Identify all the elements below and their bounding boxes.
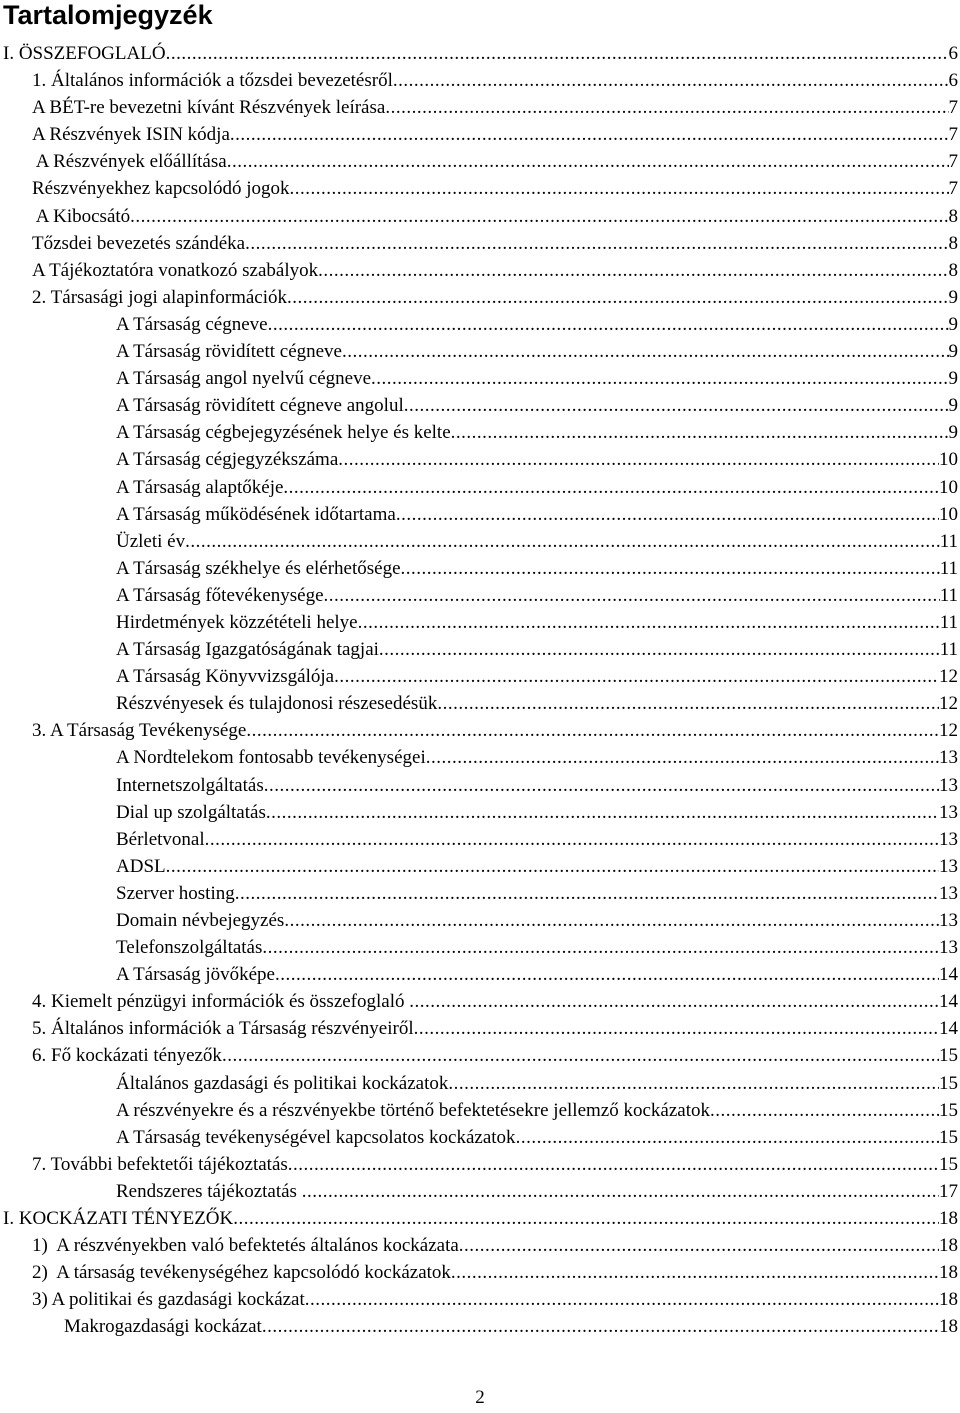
toc-entry-page-number: 13	[939, 774, 958, 796]
dot-leader	[334, 663, 939, 690]
toc-entry[interactable]	[0, 1042, 960, 1069]
toc-entry-title: Dial up szolgáltatás	[116, 799, 266, 826]
toc-entry-page-number: 8	[948, 205, 958, 227]
dot-leader	[262, 934, 939, 961]
toc-entry-title: A Társaság angol nyelvű cégneve	[116, 365, 371, 392]
toc-entry-title: Üzleti év	[116, 528, 185, 555]
dot-leader	[451, 1259, 939, 1286]
toc-entry[interactable]	[0, 1124, 960, 1151]
toc-entry[interactable]	[0, 744, 960, 771]
toc-entry-page-number: 15	[939, 1153, 958, 1175]
toc-entry-title: 2. Társasági jogi alapinformációk	[32, 284, 287, 311]
toc-entry[interactable]	[0, 1097, 960, 1124]
toc-entry-title: 5. Általános információk a Társaság részvényeiről	[32, 1015, 414, 1042]
toc-entry-title: Domain névbejegyzés	[116, 907, 284, 934]
toc-entry[interactable]	[0, 880, 960, 907]
toc-entry-title: A Társaság rövidített cégneve angolul	[116, 392, 404, 419]
toc-entry-title: Bérletvonal	[116, 826, 205, 853]
toc-entry[interactable]	[0, 1151, 960, 1178]
toc-entry[interactable]	[0, 609, 960, 636]
toc-entry-page-number: 13	[939, 801, 958, 823]
toc-entry[interactable]	[0, 1232, 960, 1259]
toc-entry-page-number: 13	[939, 910, 958, 931]
dot-leader	[302, 1178, 939, 1205]
toc-entry-title: A Társaság tevékenységével kapcsolatos kockázatok	[116, 1124, 516, 1151]
dot-leader	[459, 1232, 939, 1259]
toc-entry-title: A Társaság Könyvvizsgálója	[116, 663, 334, 690]
dot-leader	[385, 94, 948, 121]
dot-leader	[401, 555, 940, 582]
toc-entry-page-number: 13	[939, 882, 958, 904]
toc-entry-title: A részvényekre és a részvényekbe történő befektetésekre jellemző kockázatok	[116, 1097, 710, 1124]
toc-entry[interactable]	[0, 988, 960, 1015]
toc-entry-page-number: 13	[939, 937, 958, 959]
toc-entry[interactable]	[0, 40, 960, 67]
toc-entry-page-number: 18	[939, 1208, 958, 1230]
dot-leader	[245, 230, 948, 257]
toc-entry-page-number: 15	[939, 1099, 958, 1121]
toc-entry[interactable]	[0, 94, 960, 121]
page-number: 2	[475, 1387, 485, 1408]
toc-entry-title: Szerver hosting	[116, 880, 235, 907]
dot-leader	[404, 392, 949, 419]
toc-entry[interactable]	[0, 555, 960, 582]
toc-entry-title: Általános gazdasági és politikai kockázatok	[116, 1070, 448, 1097]
toc-entry[interactable]	[0, 1286, 960, 1313]
dot-leader	[289, 175, 948, 202]
toc-entry-page-number: 12	[939, 720, 958, 742]
toc-entry-title: A Társaság cégneve	[116, 311, 268, 338]
toc-entry-title: A BÉT-re bevezetni kívánt Részvények leírása	[32, 94, 385, 121]
toc-entry-title: A Társaság jövőképe	[116, 961, 275, 988]
dot-leader	[264, 772, 939, 799]
dot-leader	[166, 40, 949, 67]
toc-entry-title: Makrogazdasági kockázat	[64, 1313, 262, 1340]
toc-entry[interactable]	[0, 1205, 960, 1232]
dot-leader	[426, 744, 939, 771]
dot-leader	[275, 961, 939, 988]
toc-entry-page-number: 15	[939, 1072, 958, 1094]
toc-entry-title: A Társaság működésének időtartama	[116, 501, 396, 528]
toc-entry-page-number: 7	[948, 124, 958, 146]
toc-entry-page-number: 13	[939, 747, 958, 769]
toc-entry-title: A Kibocsátó	[32, 203, 130, 230]
dot-leader	[409, 988, 939, 1015]
toc-entry-title: A Társaság rövidített cégneve	[116, 338, 342, 365]
toc-entry-page-number: 11	[939, 530, 958, 552]
dot-leader	[414, 1015, 939, 1042]
toc-entry[interactable]	[0, 365, 960, 392]
dot-leader	[230, 121, 949, 148]
toc-entry[interactable]	[0, 1015, 960, 1042]
toc-entry-page-number: 7	[948, 178, 958, 200]
dot-leader	[266, 799, 939, 826]
toc-entry[interactable]	[0, 934, 960, 961]
toc-entry-page-number: 9	[948, 286, 958, 308]
dot-leader	[283, 474, 939, 501]
toc-entry-page-number: 14	[939, 991, 958, 1013]
toc-entry-title: A Társaság cégbejegyzésének helye és kelte	[116, 419, 451, 446]
toc-entry[interactable]	[0, 67, 960, 94]
dot-leader	[342, 338, 949, 365]
toc-entry[interactable]	[0, 799, 960, 826]
toc-entry-page-number: 14	[939, 964, 958, 986]
toc-entry-page-number: 7	[948, 151, 958, 173]
toc-entry-page-number: 13	[939, 855, 958, 877]
toc-entry[interactable]	[0, 528, 960, 555]
toc-entry[interactable]	[0, 392, 960, 419]
toc-entry[interactable]	[0, 1070, 960, 1097]
toc-entry[interactable]	[0, 1259, 960, 1286]
dot-leader	[284, 907, 939, 934]
toc-entry-page-number: 8	[948, 259, 958, 281]
toc-entry-title: Tőzsdei bevezetés szándéka	[32, 230, 245, 257]
toc-entry-page-number: 9	[948, 313, 958, 335]
toc-entry-page-number: 11	[939, 611, 958, 633]
toc-entry-page-number: 8	[948, 232, 958, 254]
dot-leader	[710, 1097, 939, 1124]
toc-entry-page-number: 7	[948, 97, 958, 119]
toc-entry-page-number: 18	[939, 1316, 958, 1338]
toc-entry-title: A Társaság alaptőkéje	[116, 474, 283, 501]
toc-entry-title: I. ÖSSZEFOGLALÓ	[3, 40, 166, 67]
toc-entry-title: Hirdetmények közzétételi helye	[116, 609, 358, 636]
toc-entry-title: Telefonszolgáltatás	[116, 934, 262, 961]
toc-entry-title: A Részvények ISIN kódja	[32, 121, 230, 148]
dot-leader	[451, 419, 949, 446]
toc-entry-page-number: 10	[939, 476, 958, 498]
toc-entry-page-number: 13	[939, 828, 958, 850]
toc-entry-title: A Nordtelekom fontosabb tevékenységei	[116, 744, 426, 771]
toc-entry-page-number: 18	[939, 1235, 958, 1257]
toc-entry-page-number: 14	[939, 1018, 958, 1040]
toc-entry[interactable]	[0, 717, 960, 744]
toc-entry[interactable]	[0, 1313, 960, 1340]
toc-entry[interactable]	[0, 338, 960, 365]
toc-entry-page-number: 9	[948, 368, 958, 390]
dot-leader	[287, 284, 948, 311]
dot-leader	[268, 311, 949, 338]
toc-entry-title: 3) A politikai és gazdasági kockázat	[32, 1286, 305, 1313]
toc-entry[interactable]	[0, 446, 960, 473]
toc-entry-title: A Tájékoztatóra vonatkozó szabályok	[32, 257, 318, 284]
toc-entry-title: A Társaság főtevékenysége	[116, 582, 324, 609]
dot-leader	[338, 446, 939, 473]
toc-entry-page-number: 17	[939, 1180, 958, 1202]
toc-entry[interactable]	[0, 636, 960, 663]
toc-entry-title: Részvényesek és tulajdonosi részesedésük	[116, 690, 437, 717]
toc-entry-page-number: 18	[939, 1262, 958, 1284]
toc-entry[interactable]	[0, 203, 960, 230]
toc-entry-title: Részvényekhez kapcsolódó jogok	[32, 175, 289, 202]
toc-entry[interactable]	[0, 474, 960, 501]
toc-entry[interactable]	[0, 311, 960, 338]
toc-entry-page-number: 10	[939, 449, 958, 471]
toc-entry-title: ADSL	[116, 853, 166, 880]
toc-entry-page-number: 9	[948, 422, 958, 444]
toc-entry-page-number: 18	[939, 1289, 958, 1311]
dot-leader	[318, 257, 948, 284]
toc-entry-page-number: 6	[948, 70, 958, 92]
toc-entry-title: 6. Fő kockázati tényezők	[32, 1042, 222, 1069]
dot-leader	[262, 1313, 939, 1340]
toc-entry[interactable]	[0, 284, 960, 311]
toc-entry-page-number: 10	[939, 503, 958, 525]
dot-leader	[166, 853, 939, 880]
toc-entry-title: A Társaság székhelye és elérhetősége	[116, 555, 401, 582]
dot-leader	[235, 880, 939, 907]
toc-entry-title: I. KOCKÁZATI TÉNYEZŐK	[3, 1205, 233, 1232]
dot-leader	[205, 826, 939, 853]
toc-entry-title: Internetszolgáltatás	[116, 772, 264, 799]
dot-leader	[358, 609, 940, 636]
toc-entry-title: A Társaság cégjegyzékszáma	[116, 446, 338, 473]
toc-entry[interactable]	[0, 257, 960, 284]
toc-entry[interactable]	[0, 175, 960, 202]
toc-entry[interactable]	[0, 853, 960, 880]
toc-entry-title: 1. Általános információk a tőzsdei bevezetésről	[32, 67, 393, 94]
dot-leader	[222, 1042, 939, 1069]
dot-leader	[324, 582, 940, 609]
dot-leader	[437, 690, 939, 717]
toc-entry-page-number: 6	[948, 43, 958, 64]
toc-entry-title: 1) A részvényekben való befektetés általános kockázata	[32, 1232, 459, 1259]
table-of-contents	[0, 40, 960, 1341]
toc-entry[interactable]	[0, 826, 960, 853]
toc-entry-page-number: 11	[939, 639, 958, 661]
toc-entry[interactable]	[0, 663, 960, 690]
toc-entry-title: 7. További befektetői tájékoztatás	[32, 1151, 288, 1178]
dot-leader	[448, 1070, 939, 1097]
toc-entry-page-number: 11	[939, 584, 958, 606]
toc-entry[interactable]	[0, 690, 960, 717]
dot-leader	[246, 717, 939, 744]
dot-leader	[288, 1151, 939, 1178]
dot-leader	[185, 528, 940, 555]
dot-leader	[371, 365, 948, 392]
toc-entry[interactable]	[0, 772, 960, 799]
toc-entry-page-number: 12	[939, 666, 958, 688]
toc-entry-page-number: 11	[939, 557, 958, 579]
toc-entry[interactable]	[0, 501, 960, 528]
dot-leader	[227, 148, 949, 175]
toc-entry[interactable]	[0, 907, 960, 934]
dot-leader	[233, 1205, 939, 1232]
toc-entry[interactable]	[0, 121, 960, 148]
toc-entry-page-number: 9	[948, 395, 958, 417]
toc-entry[interactable]	[0, 1178, 960, 1205]
toc-entry[interactable]	[0, 148, 960, 175]
toc-entry-title: Rendszeres tájékoztatás	[116, 1178, 302, 1205]
toc-entry-page-number: 15	[939, 1126, 958, 1148]
dot-leader	[130, 203, 948, 230]
toc-entry-title: A Társaság Igazgatóságának tagjai	[116, 636, 379, 663]
toc-entry-title: A Részvények előállítása	[32, 148, 227, 175]
toc-entry-page-number: 9	[948, 341, 958, 363]
dot-leader	[305, 1286, 939, 1313]
toc-heading: Tartalomjegyzék	[3, 0, 213, 30]
toc-entry-title: 4. Kiemelt pénzügyi információk és összefoglaló	[32, 988, 409, 1015]
toc-entry-page-number: 12	[939, 693, 958, 715]
toc-entry-title: 3. A Társaság Tevékenysége	[32, 717, 246, 744]
dot-leader	[393, 67, 949, 94]
toc-entry[interactable]	[0, 961, 960, 988]
dot-leader	[396, 501, 939, 528]
dot-leader	[516, 1124, 939, 1151]
toc-entry[interactable]	[0, 230, 960, 257]
toc-entry[interactable]	[0, 419, 960, 446]
toc-entry-title: 2) A társaság tevékenységéhez kapcsolódó kockázatok	[32, 1259, 451, 1286]
toc-entry-page-number: 15	[939, 1045, 958, 1067]
dot-leader	[379, 636, 940, 663]
toc-entry[interactable]	[0, 582, 960, 609]
